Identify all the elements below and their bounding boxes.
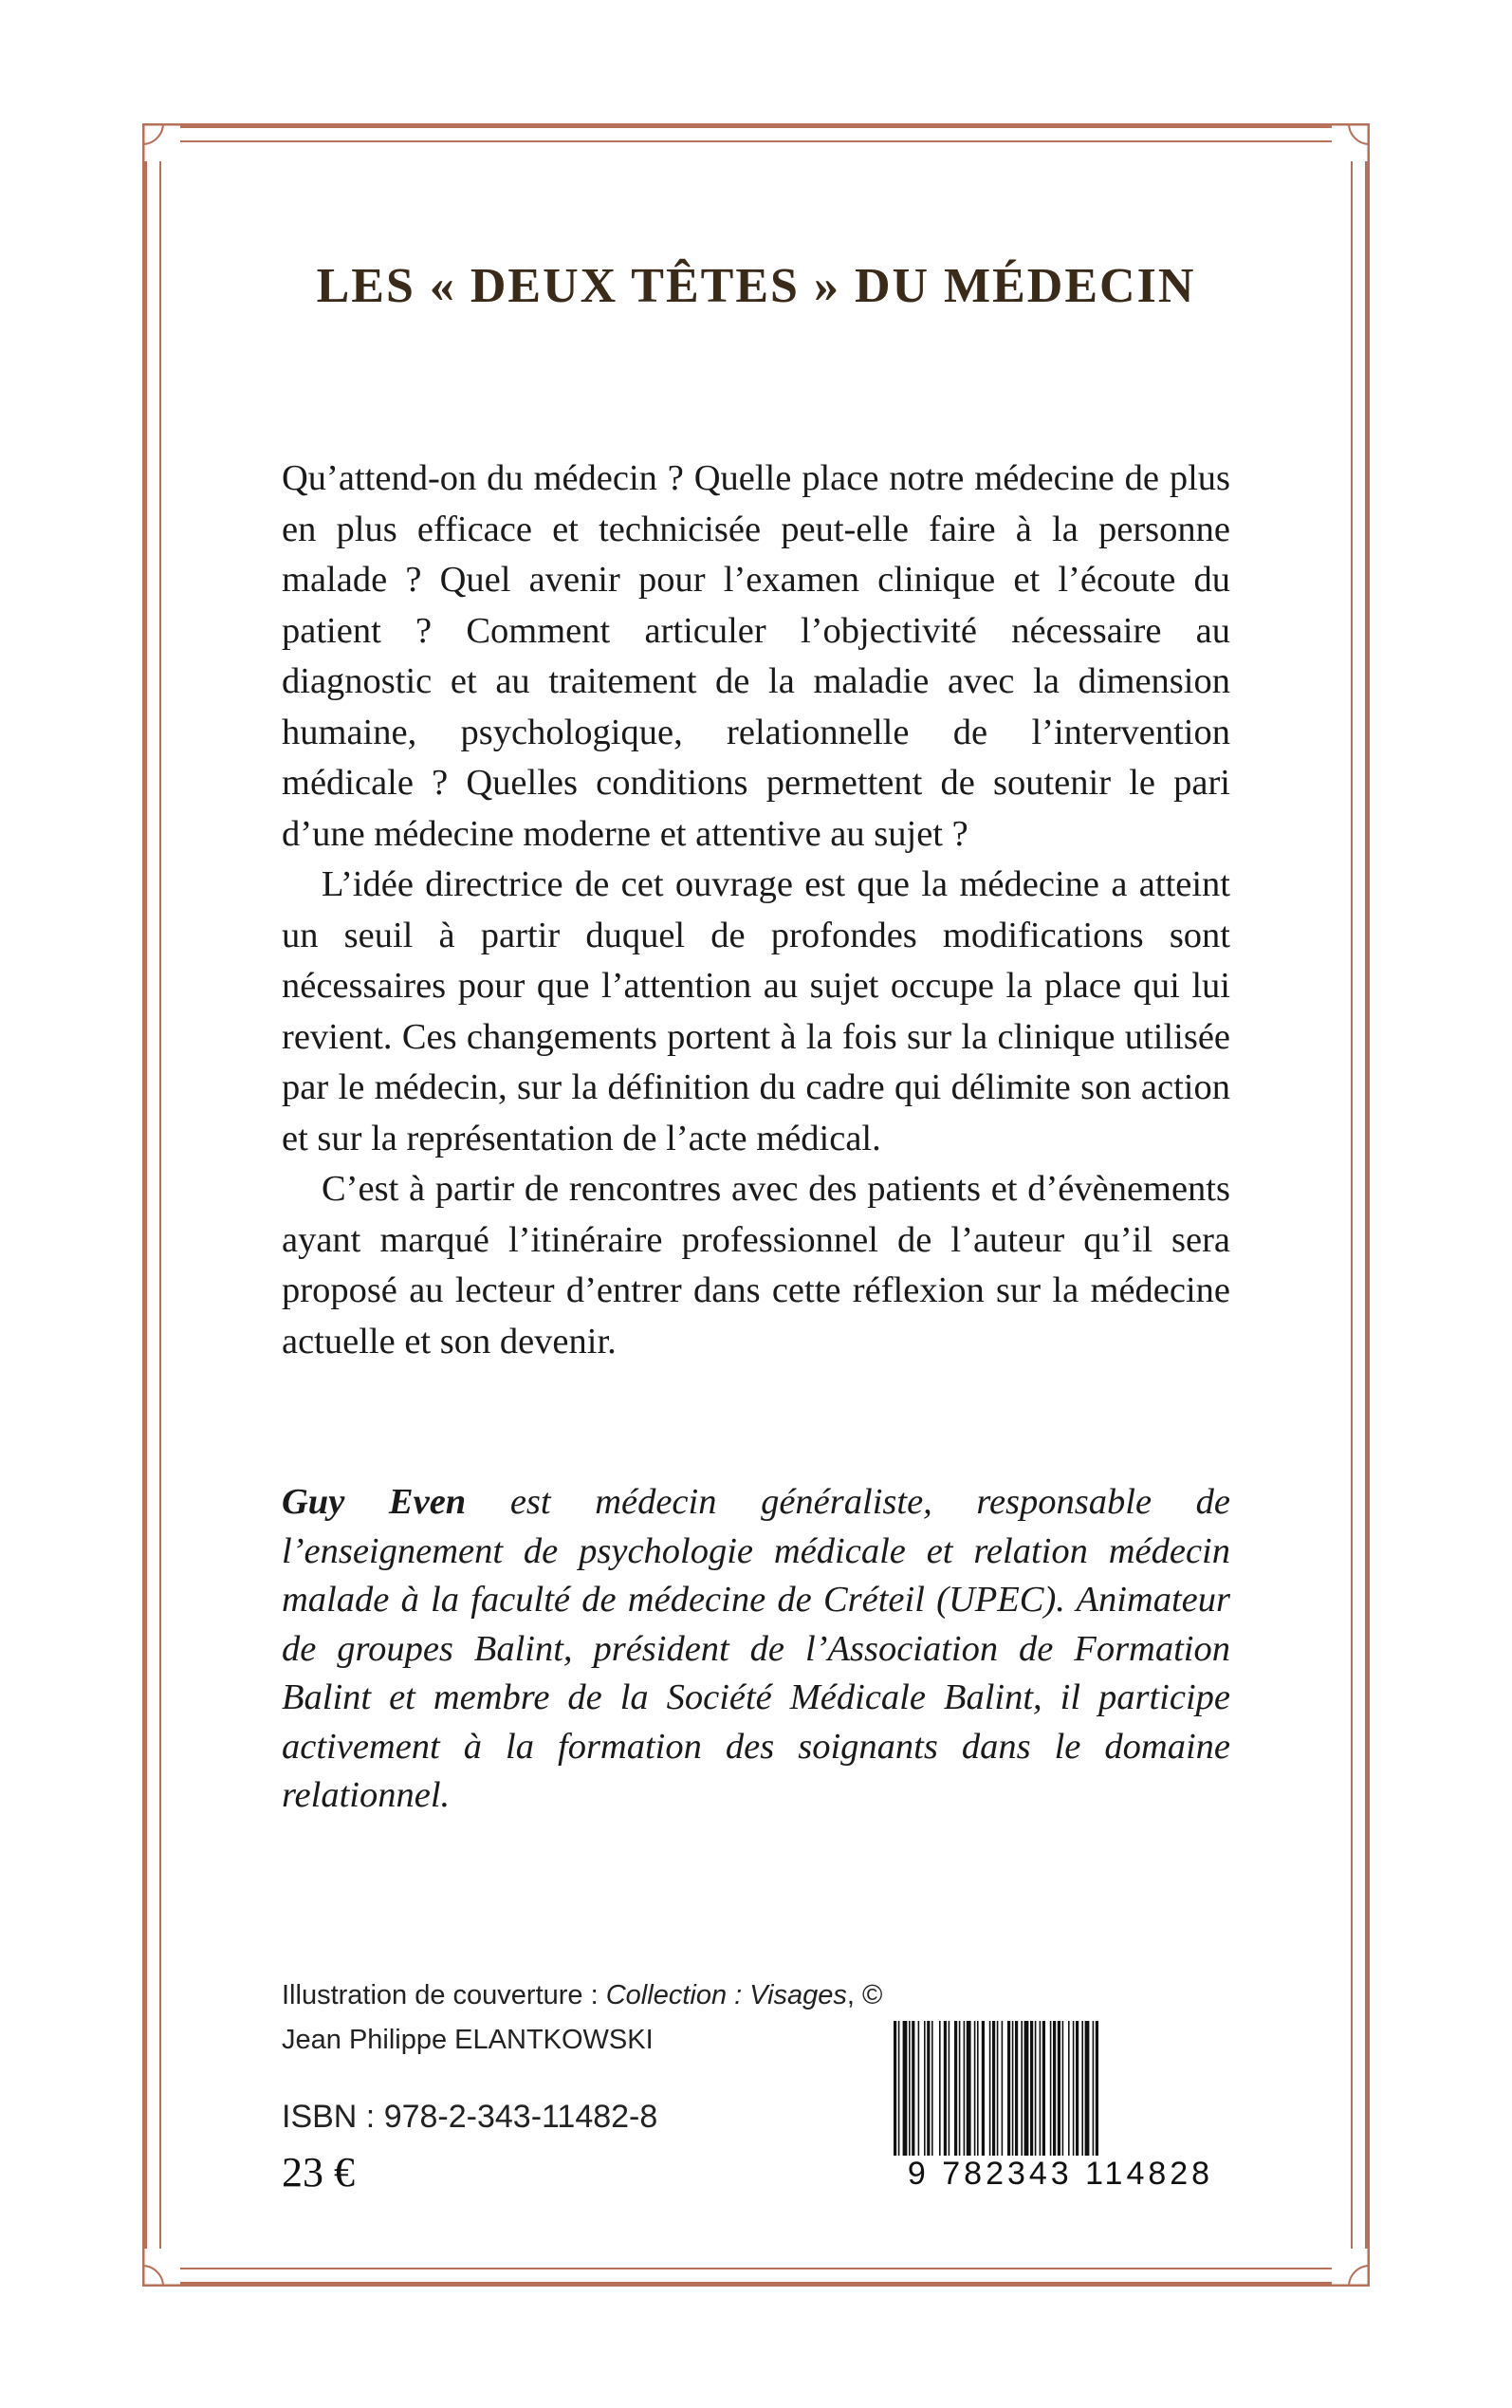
summary-paragraph-1: Qu’attend-on du médecin ? Quelle place notre médecine de plus en plus efficace et technicisée peut-elle faire à la personne malade ? Quel avenir pour l’examen clinique et l’écoute du patient ? Comment articuler l’objectivité nécessaire au diagnostic et au traitement de la maladie avec la dimension humaine, psychologique, relationnelle de l’intervention médicale ? Quelles conditions permettent de soutenir le pari d’une médecine moderne et attentive au sujet ? <box>282 458 1230 854</box>
summary-paragraph-3: C’est à partir de rencontres avec des patients et d’évènements ayant marqué l’itinéraire professionnel de l’auteur qu’il sera proposé au lecteur d’entrer dans cette réflexion sur la médecine actuelle et son devenir. <box>282 1169 1230 1361</box>
author-name: Guy Even <box>282 1482 467 1522</box>
summary-paragraph-2: L’idée directrice de cet ouvrage est que la médecine a atteint un seuil à partir duquel de profondes modifications sont nécessaires pour que l’attention au sujet occupe la place qui lui revient. Ces changements portent à la fois sur la clinique utilisée par le médecin, sur la définition du cadre qui délimite son action et sur la représentation de l’acte médical. <box>282 864 1230 1158</box>
isbn: ISBN : 978-2-343-11482-8 <box>282 2099 658 2135</box>
book-title: LES « DEUX TÊTES » DU MÉDECIN <box>316 259 1196 313</box>
credit-prefix: Illustration de couverture : <box>282 1980 606 2010</box>
corner-ornament-top-right <box>1332 123 1370 161</box>
corner-ornament-bottom-right <box>1332 2249 1370 2287</box>
corner-ornament-bottom-left <box>142 2249 180 2287</box>
back-cover-summary <box>282 454 1230 1367</box>
credit-collection: Collection : Visages <box>605 1980 847 2010</box>
author-bio-text: est médecin généraliste, responsable de l’enseignement de psychologie médicale et relation médecin malade à la faculté de médecine de Créteil (UPEC). Animateur de groupes Balint, président de l’Association de Formation Balint et membre de la Société Médicale Balint, il participe activement à la formation des soignants dans le domaine relationnel. <box>282 1482 1230 1815</box>
cover-illustration-credit <box>282 1973 889 2063</box>
author-bio <box>282 1478 1230 1821</box>
credit-suffix: , © Jean Philippe ELANTKOWSKI <box>282 1980 883 2055</box>
barcode-digits: 9 782343 114828 <box>888 2156 1233 2193</box>
price: 23 € <box>282 2149 355 2195</box>
corner-ornament-top-left <box>142 123 180 161</box>
